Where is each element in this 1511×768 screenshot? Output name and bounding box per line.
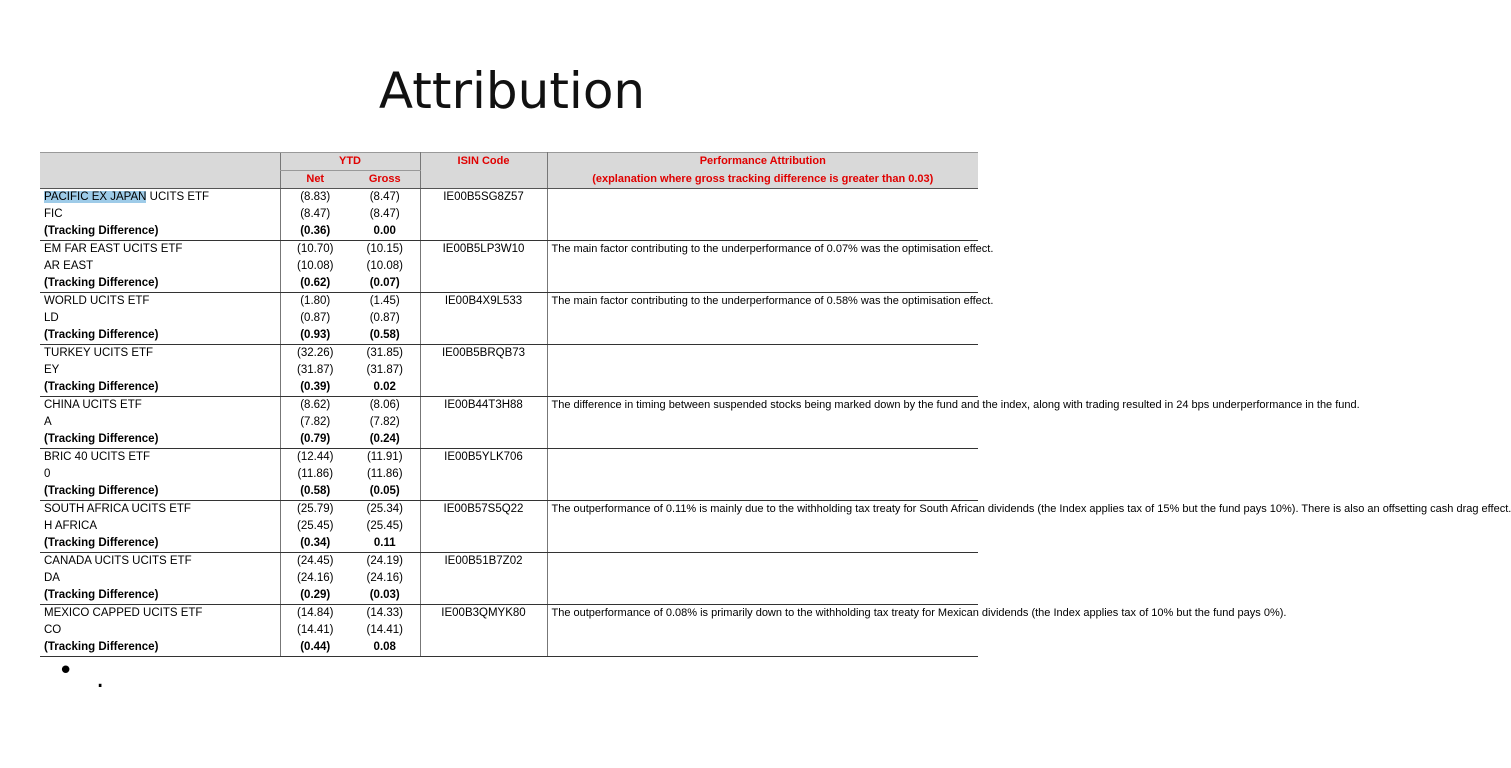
tracking-difference-label: (Tracking Difference): [40, 639, 280, 657]
fund-name-highlight: PACIFIC EX JAPAN: [44, 191, 147, 203]
fund-name-rest: BRIC 40 UCITS ETF: [44, 451, 151, 463]
tracking-difference-label: (Tracking Difference): [40, 379, 280, 397]
header-gross: Gross: [350, 171, 420, 189]
header-isin-blank: [420, 171, 547, 189]
fund-gross: (24.19): [350, 553, 420, 571]
tracking-difference-gross: (0.24): [350, 431, 420, 449]
fund-name: [40, 345, 280, 363]
index-name: CO: [44, 624, 62, 636]
fund-gross: (8.47): [350, 189, 420, 207]
index-gross: (7.82): [350, 414, 420, 431]
fund-name-rest: WORLD UCITS ETF: [44, 295, 150, 307]
tracking-difference-gross: (0.58): [350, 327, 420, 345]
isin-code: IE00B5BRQB73: [420, 345, 547, 397]
performance-attribution: [547, 189, 978, 241]
fund-row: [40, 189, 978, 207]
index-name: H AFRICA: [44, 520, 98, 532]
index-name: A: [44, 416, 52, 428]
index-net: (8.47): [280, 206, 350, 223]
tracking-difference-label: (Tracking Difference): [40, 327, 280, 345]
fund-row: [40, 397, 978, 415]
slide-title: Attribution: [378, 62, 646, 120]
index-name: FIC: [44, 208, 63, 220]
bullet-marker: •: [58, 656, 74, 686]
performance-attribution: [547, 449, 978, 501]
fund-gross: (25.34): [350, 501, 420, 519]
index-name: AR EAST: [44, 260, 94, 272]
tracking-difference-net: (0.34): [280, 535, 350, 553]
fund-gross: (10.15): [350, 241, 420, 259]
tracking-difference-gross: 0.02: [350, 379, 420, 397]
tracking-difference-net: (0.29): [280, 587, 350, 605]
index-net: (0.87): [280, 310, 350, 327]
fund-name-rest: EM FAR EAST UCITS ETF: [44, 243, 183, 255]
fund-net: (32.26): [280, 345, 350, 363]
fund-net: (14.84): [280, 605, 350, 623]
fund-gross: (1.45): [350, 293, 420, 311]
tracking-difference-label: (Tracking Difference): [40, 483, 280, 501]
fund-row: [40, 501, 978, 519]
tracking-difference-label: (Tracking Difference): [40, 223, 280, 241]
fund-net: (24.45): [280, 553, 350, 571]
fund-row: [40, 345, 978, 363]
fund-gross: (8.06): [350, 397, 420, 415]
index-gross: (8.47): [350, 206, 420, 223]
index-net: (11.86): [280, 466, 350, 483]
index-net: (31.87): [280, 362, 350, 379]
index-name: EY: [44, 364, 60, 376]
performance-attribution: The outperformance of 0.11% is mainly due to the withholding tax treaty for South African dividends (the Index applies tax of 15% but the fund pays 10%). There is also an offsetting cash drag effect.: [547, 501, 978, 553]
tracking-difference-label: (Tracking Difference): [40, 431, 280, 449]
tracking-difference-label: (Tracking Difference): [40, 275, 280, 293]
tracking-difference-net: (0.93): [280, 327, 350, 345]
fund-name: [40, 397, 280, 415]
tracking-difference-gross: (0.03): [350, 587, 420, 605]
fund-net: (12.44): [280, 449, 350, 467]
tracking-difference-net: (0.58): [280, 483, 350, 501]
index-net: (7.82): [280, 414, 350, 431]
index-net: (10.08): [280, 258, 350, 275]
bullet-text: .: [96, 664, 105, 694]
tracking-difference-net: (0.39): [280, 379, 350, 397]
fund-row: [40, 553, 978, 571]
fund-name-rest: TURKEY UCITS ETF: [44, 347, 154, 359]
fund-name-rest: MEXICO CAPPED UCITS ETF: [44, 607, 203, 619]
isin-code: IE00B5SG8Z57: [420, 189, 547, 241]
tracking-difference-gross: 0.00: [350, 223, 420, 241]
header-net: Net: [280, 171, 350, 189]
isin-code: IE00B57S5Q22: [420, 501, 547, 553]
index-name: 0: [44, 468, 51, 480]
attribution-table: [40, 152, 1511, 657]
tracking-difference-label: (Tracking Difference): [40, 535, 280, 553]
tracking-difference-net: (0.36): [280, 223, 350, 241]
isin-code: IE00B51B7Z02: [420, 553, 547, 605]
tracking-difference-gross: 0.08: [350, 639, 420, 657]
fund-name: [40, 189, 280, 207]
isin-code: IE00B5YLK706: [420, 449, 547, 501]
index-gross: (14.41): [350, 622, 420, 639]
fund-net: (8.62): [280, 397, 350, 415]
tracking-difference-gross: 0.11: [350, 535, 420, 553]
tracking-difference-gross: (0.05): [350, 483, 420, 501]
fund-net: (8.83): [280, 189, 350, 207]
header-performance-attribution: Performance Attribution: [547, 153, 978, 171]
header-blank: [40, 153, 280, 171]
index-gross: (31.87): [350, 362, 420, 379]
tracking-difference-net: (0.44): [280, 639, 350, 657]
header-perf-subtitle: (explanation where gross tracking difference is greater than 0.03): [547, 171, 978, 189]
index-name: LD: [44, 312, 59, 324]
index-gross: (10.08): [350, 258, 420, 275]
header-blank-2: [40, 171, 280, 189]
fund-name: [40, 553, 280, 571]
tracking-difference-net: (0.62): [280, 275, 350, 293]
header-isin: ISIN Code: [420, 153, 547, 171]
performance-attribution: The main factor contributing to the underperformance of 0.58% was the optimisation effect.: [547, 293, 978, 345]
tracking-difference-net: (0.79): [280, 431, 350, 449]
index-net: (25.45): [280, 518, 350, 535]
fund-name: [40, 449, 280, 467]
index-net: (14.41): [280, 622, 350, 639]
index-gross: (24.16): [350, 570, 420, 587]
tracking-difference-label: (Tracking Difference): [40, 587, 280, 605]
performance-attribution: The difference in timing between suspended stocks being marked down by the fund and the index, along with trading resulted in 24 bps underperformance in the fund.: [547, 397, 978, 449]
fund-gross: (14.33): [350, 605, 420, 623]
fund-row: [40, 605, 978, 623]
isin-code: IE00B5LP3W10: [420, 241, 547, 293]
fund-name-rest: UCITS ETF: [146, 191, 210, 203]
fund-name-rest: SOUTH AFRICA UCITS ETF: [44, 503, 191, 515]
fund-name-rest: CANADA UCITS UCITS ETF: [44, 555, 192, 567]
performance-attribution: [547, 553, 978, 605]
fund-gross: (11.91): [350, 449, 420, 467]
fund-name-rest: CHINA UCITS ETF: [44, 399, 142, 411]
performance-attribution: [547, 345, 978, 397]
index-net: (24.16): [280, 570, 350, 587]
fund-name: [40, 605, 280, 623]
index-gross: (25.45): [350, 518, 420, 535]
fund-name: [40, 501, 280, 519]
isin-code: IE00B4X9L533: [420, 293, 547, 345]
isin-code: IE00B3QMYK80: [420, 605, 547, 657]
index-gross: (0.87): [350, 310, 420, 327]
isin-code: IE00B44T3H88: [420, 397, 547, 449]
header-ytd: YTD: [280, 153, 420, 171]
fund-gross: (31.85): [350, 345, 420, 363]
performance-attribution: The main factor contributing to the underperformance of 0.07% was the optimisation effect.: [547, 241, 978, 293]
fund-net: (25.79): [280, 501, 350, 519]
index-gross: (11.86): [350, 466, 420, 483]
fund-row: [40, 293, 978, 311]
fund-name: [40, 293, 280, 311]
index-name: DA: [44, 572, 60, 584]
fund-name: [40, 241, 280, 259]
fund-net: (1.80): [280, 293, 350, 311]
fund-row: [40, 241, 978, 259]
fund-net: (10.70): [280, 241, 350, 259]
tracking-difference-gross: (0.07): [350, 275, 420, 293]
performance-attribution: The outperformance of 0.08% is primarily down to the withholding tax treaty for Mexican dividends (the Index applies tax of 10% but the fund pays 0%).: [547, 605, 978, 657]
fund-row: [40, 449, 978, 467]
